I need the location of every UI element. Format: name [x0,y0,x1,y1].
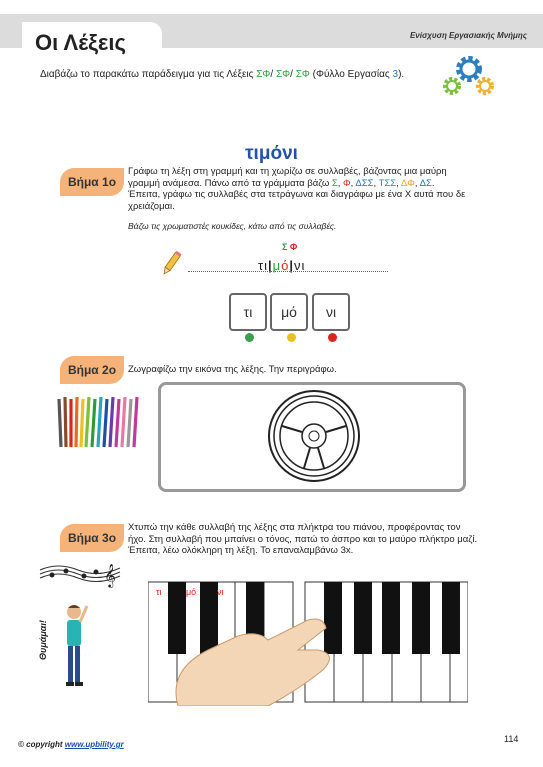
step1-badge: Βήμα 1ο [60,168,124,196]
writing-line [188,271,388,272]
svg-text:𝄞: 𝄞 [104,563,116,587]
green-dot [245,333,254,342]
page-number: 114 [504,734,519,744]
step2-text: Ζωγραφίζω την εικόνα της λέξης. Την περιγράφω. [128,364,337,375]
header-subtitle: Ενίσχυση Εργασιακής Μνήμης [409,31,527,40]
page-title: Οι Λέξεις [35,30,126,55]
piano-syllable: μό [186,587,197,597]
piano-syllable: νι [217,587,224,597]
step2-badge: Βήμα 2ο [60,356,124,384]
colored-pencils-icon [55,395,145,451]
syllable-box: μό [270,293,308,331]
step3-text: Χτυπώ την κάθε συλλαβή της λέξης στα πλήκτρα του πιάνου, προφέροντας τον ήχο. Στη συλλαβή που μπαίνει ο τόνος, πατώ το άσπρο και το μαύρο πλήκτρο μαζί. Έπειτα, λέω ολόκληρη τη λέξη. Το επαναλαμβάνω 3x. [128,522,478,556]
step1-text: Γράφω τη λέξη στη γραμμή και τη χωρίζω σε συλλαβές, βάζοντας μια μαύρη γραμμή ανάμεσα. Πάνω από τα γράμματα βάζω Σ, Φ, ΔΣΣ, ΤΣΣ, ΔΦ, ΔΣ. Έπειτα, γράφω τις συλλαβές στα τετράγωνα και διαγράφω με ένα Χ αυτά που δε χρειάζομαι. [128,166,466,212]
steering-wheel-icon [266,388,362,484]
music-notes-icon [38,556,122,588]
step3-badge: Βήμα 3ο [60,524,124,552]
word-on-line: τι|μό|νι [258,258,306,273]
yellow-dot [287,333,296,342]
remember-label: Θυμάμαι! [38,620,48,660]
syllable-marks: Σ Φ [282,242,298,252]
pencil-icon [160,250,182,278]
syllable-box: τι [229,293,267,331]
copyright: © copyright www.upbility.gr [18,740,124,749]
gears-icon [438,52,498,98]
red-dot [328,333,337,342]
step1-italic-note: Βάζω τις χρωματιστές κουκίδες, κάτω από τις συλλαβές. [128,221,337,231]
instruction-line: Διαβάζω το παρακάτω παράδειγμα για τις Λέξεις ΣΦ/ ΣΦ/ ΣΦ (Φύλλο Εργασίας 3). [40,69,405,80]
piano-syllable: τι [156,587,162,597]
word-heading: τιμόνι [245,143,298,164]
piano-keyboard [148,580,468,706]
copyright-link[interactable]: www.upbility.gr [64,740,124,749]
child-figure [60,600,90,690]
syllable-box: νι [312,293,350,331]
